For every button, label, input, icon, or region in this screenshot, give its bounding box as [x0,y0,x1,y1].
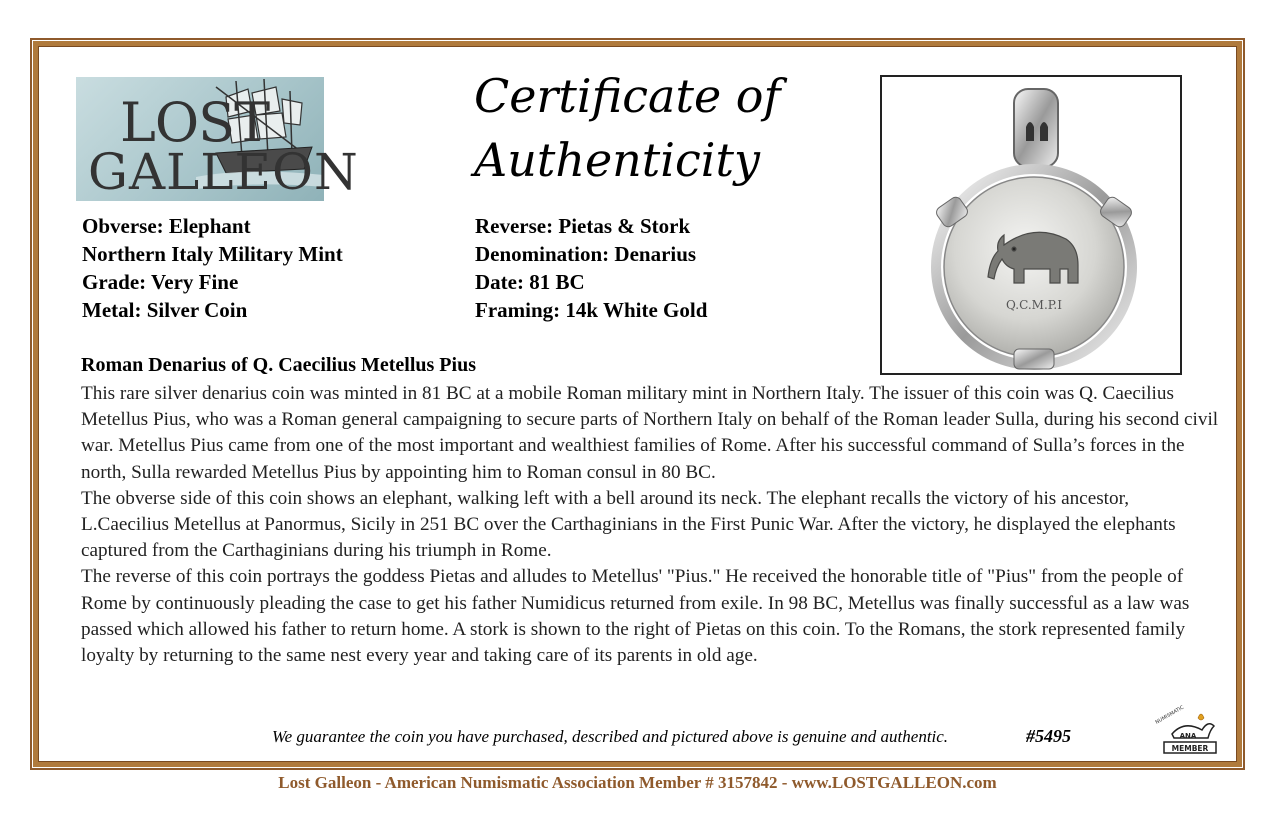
logo-text-lost: LOST [120,91,270,154]
certificate-title [474,64,804,192]
coin-legend: Q.C.M.P.I [1006,298,1062,312]
reverse-attribute: Reverse: Pietas & Stork [475,214,691,238]
footer-membership-line: Lost Galleon - American Numismatic Association Member # 3157842 - www.LOSTGALLEON.com [278,773,997,792]
description-paragraph: The obverse side of this coin shows an elephant, walking left with a bell around its neck. The elephant recalls the victory of his ancestor, L.Caecilius Metellus at Panormus, Sicily in 251 BC over the Carthaginians in the First Punic War. After the victory, he displayed the elephants captured from the Carthaginians during his triumph in Rome. [81,487,1176,562]
description-paragraph: The reverse of this coin portrays the goddess Pietas and alludes to Metellus' "Pius." He received the honorable title of "Pius" from the people of Rome by continuously pleading the case to get his father Numidicus returned from exile. In 98 BC, Metellus was finally successful as a law was passed which allowed his father to return home. A stork is shown to the right of Pietas on this coin. To the Romans, the stork represented family loyalty by returning to the same nest every year and taking care of its parents in old age. [81,566,1190,667]
ana-member-badge-icon [1150,704,1224,756]
mint-attribute: Northern Italy Military Mint [82,242,343,266]
description-paragraph: This rare silver denarius coin was minted in 81 BC at a mobile Roman military mint in Northern Italy. The issuer of this coin was Q. Caecilius Metellus Pius, who was a Roman general campaigning to secure parts of Northern Italy on behalf of the Roman leader Sulla, during his second civil war. Metellus Pius came from one of the most important and wealthiest families of Rome. After his successful command of Sulla’s forces in the north, Sulla rewarded Metellus Pius by appointing him to Roman consul in 80 BC. [81,383,1219,483]
title-line-1: Certificate of [474,69,781,123]
lost-galleon-logo [76,77,359,201]
denomination-attribute: Denomination: Denarius [475,242,697,266]
description-body [81,381,1221,669]
grade-attribute: Grade: Very Fine [82,270,239,294]
date-attribute: Date: 81 BC [475,270,585,294]
svg-text:ANA: ANA [1179,732,1197,740]
guarantee-statement: We guarantee the coin you have purchased, described and pictured above is genuine and authentic. [272,727,949,746]
framing-attribute: Framing: 14k White Gold [475,298,708,322]
svg-text:MEMBER: MEMBER [1171,744,1209,753]
logo-text-galleon: GALLEON [88,143,359,201]
description-heading: Roman Denarius of Q. Caecilius Metellus Pius [81,354,476,376]
attributes-left [82,212,343,324]
svg-text:NUMISMATIC: NUMISMATIC [1154,704,1186,726]
coin-pendant-photo [880,75,1182,375]
certificate-number: #5495 [1026,726,1071,746]
obverse-attribute: Obverse: Elephant [82,214,251,238]
metal-attribute: Metal: Silver Coin [82,298,248,322]
title-line-2: Authenticity [474,133,760,187]
attributes-right [475,212,707,324]
